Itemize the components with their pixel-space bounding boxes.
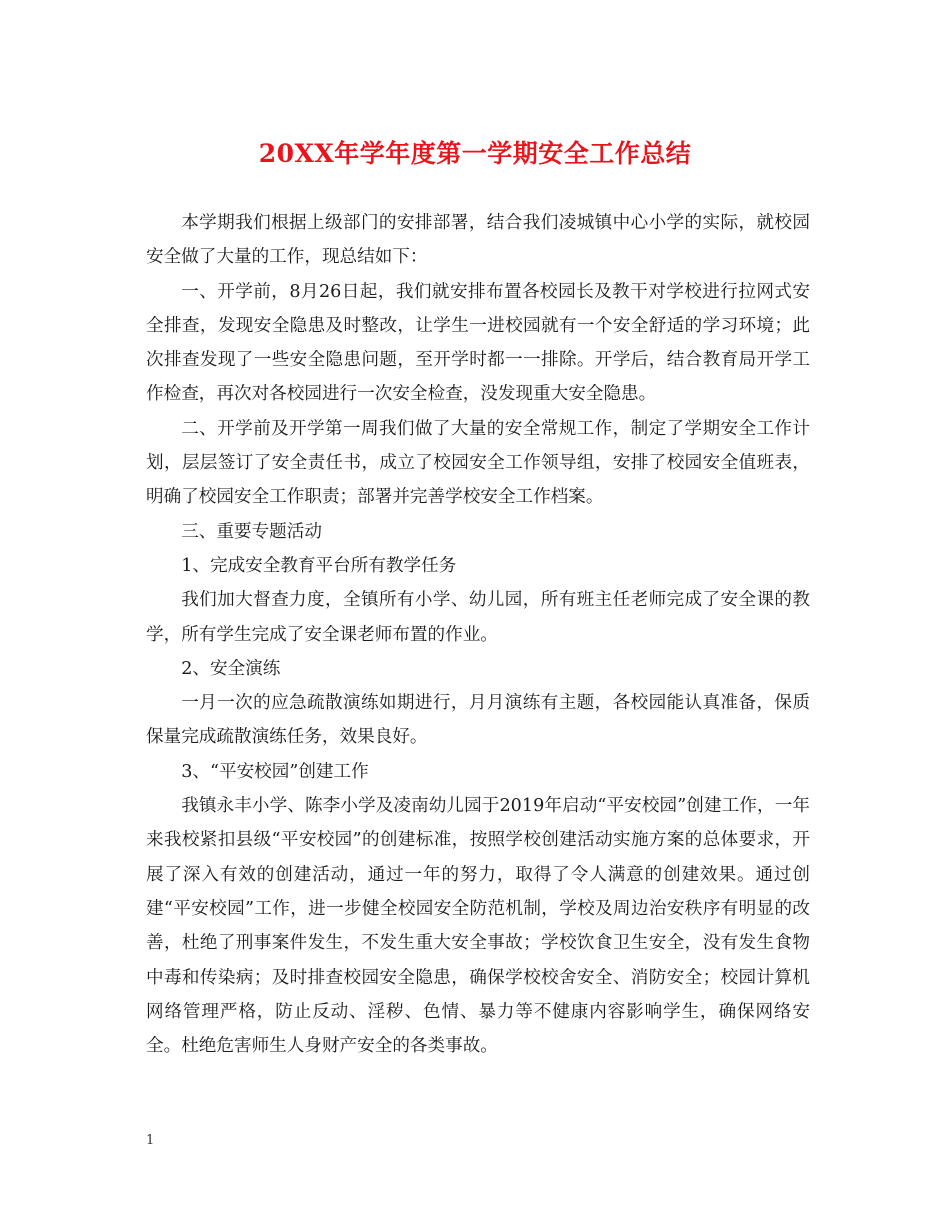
document-body (146, 206, 810, 1063)
paragraph-subsection-1: 我们加大督查力度，全镇所有小学、幼儿园，所有班主任老师完成了安全课的教学，所有学生完成了安全课老师布置的作业。 (146, 590, 810, 645)
subheading-2: 2、安全演练 (181, 658, 281, 679)
paragraph-intro: 本学期我们根据上级部门的安排部署，结合我们凌城镇中心小学的实际，就校园安全做了大量的工作，现总结如下： (146, 213, 810, 268)
document-title: 20XX年学年度第一学期安全工作总结 (258, 139, 692, 168)
paragraph-section-1: 一、开学前，8月26日起，我们就安排布置各校园长及教干对学校进行拉网式安全排查，发现安全隐患及时整改，让学生一进校园就有一个安全舒适的学习环境；此次排查发现了一些安全隐患问题，至开学时都一一排除。开学后，结合教育局开学工作检查，再次对各校园进行一次安全检查，没发现重大安全隐患。 (146, 281, 810, 405)
paragraph-section-2: 二、开学前及开学第一周我们做了大量的安全常规工作，制定了学期安全工作计划，层层签订了安全责任书，成立了校园安全工作领导组，安排了校园安全值班表，明确了校园安全工作职责；部署并完善学校安全工作档案。 (146, 418, 810, 508)
section-heading-3: 三、重要专题活动 (181, 521, 322, 542)
subheading-3: 3、“平安校园”创建工作 (181, 761, 369, 782)
paragraph-subsection-3: 我镇永丰小学、陈李小学及凌南幼儿园于2019年启动“平安校园”创建工作，一年来我校紧扣县级“平安校园”的创建标准，按照学校创建活动实施方案的总体要求，开展了深入有效的创建活动，通过一年的努力，取得了令人满意的创建效果。通过创建“平安校园”工作，进一步健全校园安全防范机制，学校及周边治安秩序有明显的改善，杜绝了刑事案件发生，不发生重大安全事故；学校饮食卫生安全，没有发生食物中毒和传染病；及时排查校园安全隐患，确保学校校舍安全、消防安全；校园计算机网络管理严格，防止反动、淫秽、色情、暴力等不健康内容影响学生，确保网络安全。杜绝危害师生人身财产安全的各类事故。 (146, 796, 810, 1057)
subheading-1: 1、完成安全教育平台所有教学任务 (181, 555, 457, 576)
page-number: 1 (146, 1133, 155, 1148)
paragraph-subsection-2: 一月一次的应急疏散演练如期进行，月月演练有主题，各校园能认真准备，保质保量完成疏散演练任务，效果良好。 (146, 693, 810, 748)
